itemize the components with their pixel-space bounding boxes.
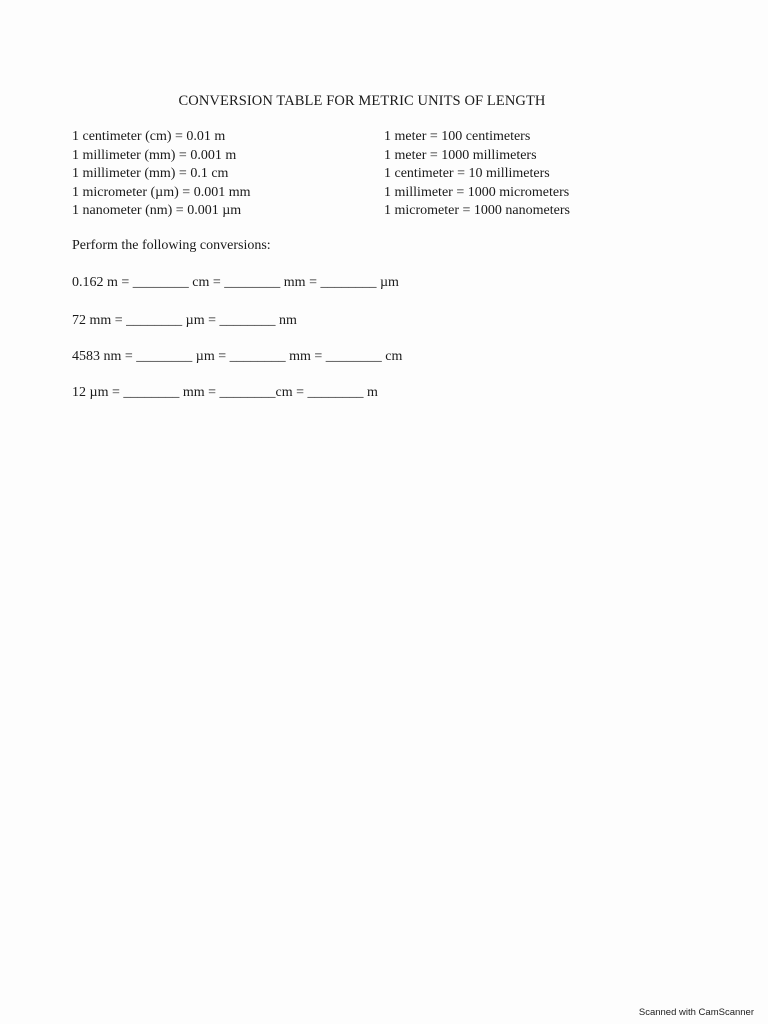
conversion-problem: 12 µm = ________ mm = ________cm = ________ m — [72, 385, 378, 400]
page-title: CONVERSION TABLE FOR METRIC UNITS OF LENGTH — [178, 93, 546, 109]
conversion-row: 1 micrometer = 1000 nanometers — [384, 203, 570, 218]
instructions-text: Perform the following conversions: — [72, 238, 271, 253]
conversion-row: 1 millimeter = 1000 micrometers — [384, 184, 570, 200]
conversion-row: 1 meter = 100 centimeters — [384, 129, 531, 144]
scanner-watermark: Scanned with CamScanner — [638, 1007, 754, 1018]
conversion-problem: 72 mm = ________ µm = ________ nm — [72, 313, 297, 328]
conversion-row: 1 millimeter (mm) = 0.1 cm — [72, 166, 229, 181]
conversion-row: 1 millimeter (mm) = 0.001 m — [72, 147, 237, 163]
conversion-row: 1 centimeter = 10 millimeters — [384, 166, 550, 181]
right-conversion-column — [384, 128, 570, 221]
left-conversion-column — [72, 128, 250, 221]
conversion-problem: 0.162 m = ________ cm = ________ mm = ________ µm — [72, 275, 399, 290]
conversion-row: 1 nanometer (nm) = 0.001 µm — [72, 203, 242, 218]
conversion-row: 1 centimeter (cm) = 0.01 m — [72, 129, 226, 144]
conversion-row: 1 meter = 1000 millimeters — [384, 147, 537, 163]
conversion-row: 1 micrometer (µm) = 0.001 mm — [72, 184, 251, 200]
conversion-problem: 4583 nm = ________ µm = ________ mm = ________ cm — [72, 349, 403, 364]
